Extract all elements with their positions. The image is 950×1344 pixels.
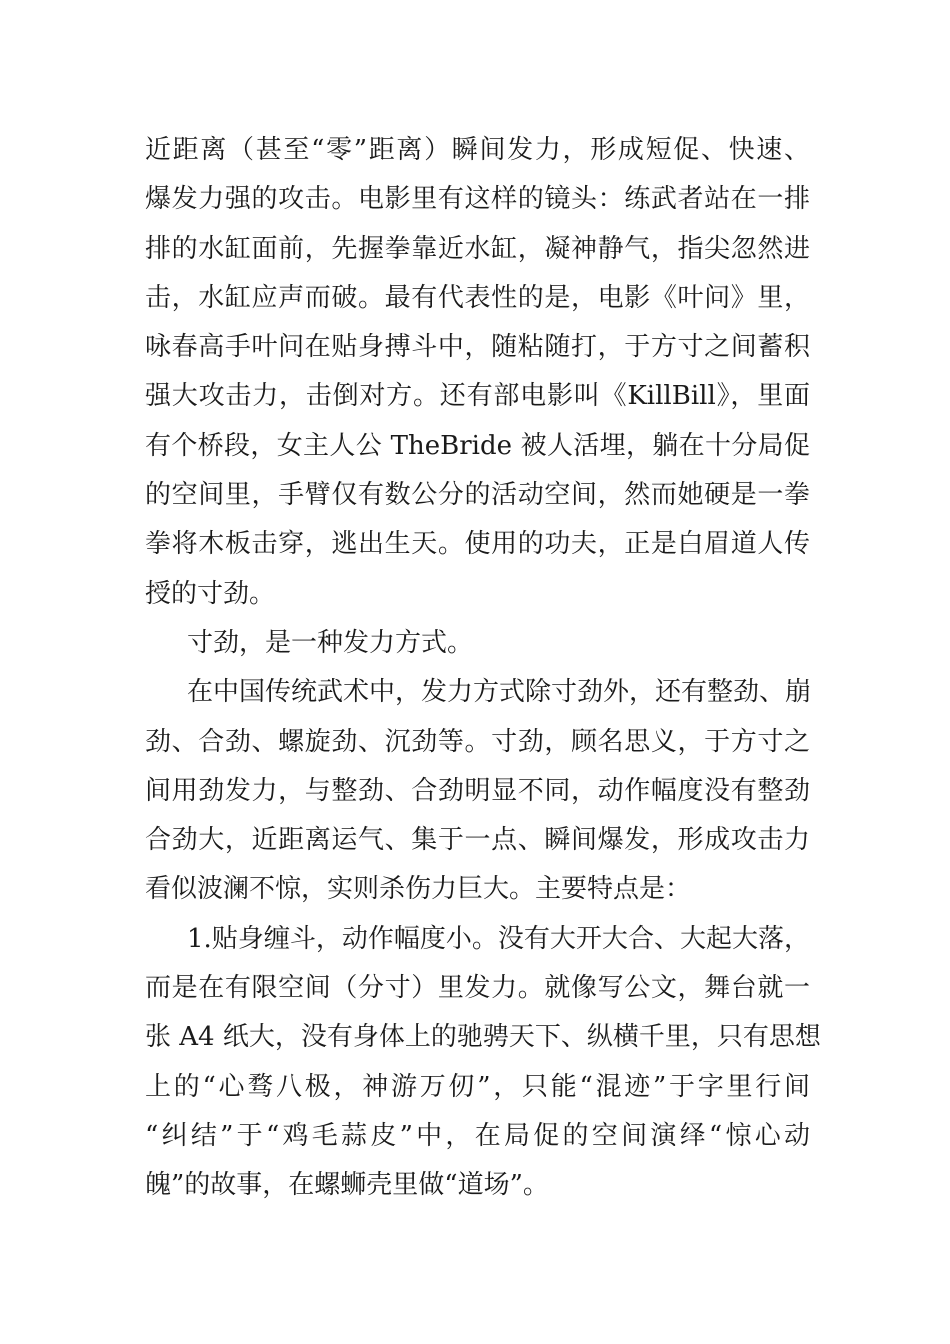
paragraph-4-line-2: 而是在有限空间（分寸）里发力。就像写公文，舞台就一 — [145, 973, 810, 1004]
paragraph-1-line-8: 的空间里，手臂仅有数公分的活动空间，然而她硬是一拳 — [145, 480, 810, 511]
paragraph-4-line-1: 1.贴身缠斗，动作幅度小。没有大开大合、大起大落， — [187, 923, 810, 954]
paragraph-1-line-3: 排的水缸面前，先握拳靠近水缸，凝神静气，指尖忽然进 — [145, 233, 810, 264]
paragraph-1-line-9: 拳将木板击穿，逃出生天。使用的功夫，正是白眉道人传 — [145, 529, 810, 560]
paragraph-1-line-4: 击，水缸应声而破。最有代表性的是，电影《叶问》里， — [145, 282, 810, 313]
paragraph-2-line-1: 寸劲，是一种发力方式。 — [187, 627, 474, 658]
paragraph-4-line-5: “纠结”于“鸡毛蒜皮”中，在局促的空间演绎“惊心动 — [145, 1120, 810, 1151]
paragraph-1-line-6: 强大攻击力，击倒对方。还有部电影叫《KillBill》，里面 — [145, 381, 810, 412]
paragraph-1-line-10: 授的寸劲。 — [145, 578, 276, 609]
paragraph-3-line-5: 看似波澜不惊，实则杀伤力巨大。主要特点是： — [145, 874, 692, 905]
paragraph-4-line-4: 上的“心骛八极，神游万仞”，只能“混迹”于字里行间 — [145, 1071, 810, 1102]
paragraph-1-line-5: 咏春高手叶问在贴身搏斗中，随粘随打，于方寸之间蓄积 — [145, 332, 810, 363]
paragraph-1-line-2: 爆发力强的攻击。电影里有这样的镜头：练武者站在一排 — [145, 184, 810, 215]
paragraph-1-line-7: 有个桥段，女主人公 TheBride 被人活埋，躺在十分局促 — [145, 430, 810, 461]
paragraph-1-line-1: 近距离（甚至“零”距离）瞬间发力，形成短促、快速、 — [145, 135, 810, 165]
paragraph-3-line-2: 劲、合劲、螺旋劲、沉劲等。寸劲，顾名思义，于方寸之 — [145, 726, 810, 757]
paragraph-3-line-1: 在中国传统武术中，发力方式除寸劲外，还有整劲、崩 — [187, 677, 812, 708]
paragraph-3-line-4: 合劲大，近距离运气、集于一点、瞬间爆发，形成攻击力 — [145, 825, 810, 856]
paragraph-4-line-3: 张 A4 纸大，没有身体上的驰骋天下、纵横千里，只有思想 — [145, 1022, 821, 1053]
paragraph-4-line-6: 魄”的故事，在螺蛳壳里做“道场”。 — [145, 1170, 549, 1201]
body-text — [145, 126, 821, 1211]
paragraph-3-line-3: 间用劲发力，与整劲、合劲明显不同，动作幅度没有整劲 — [145, 775, 810, 806]
